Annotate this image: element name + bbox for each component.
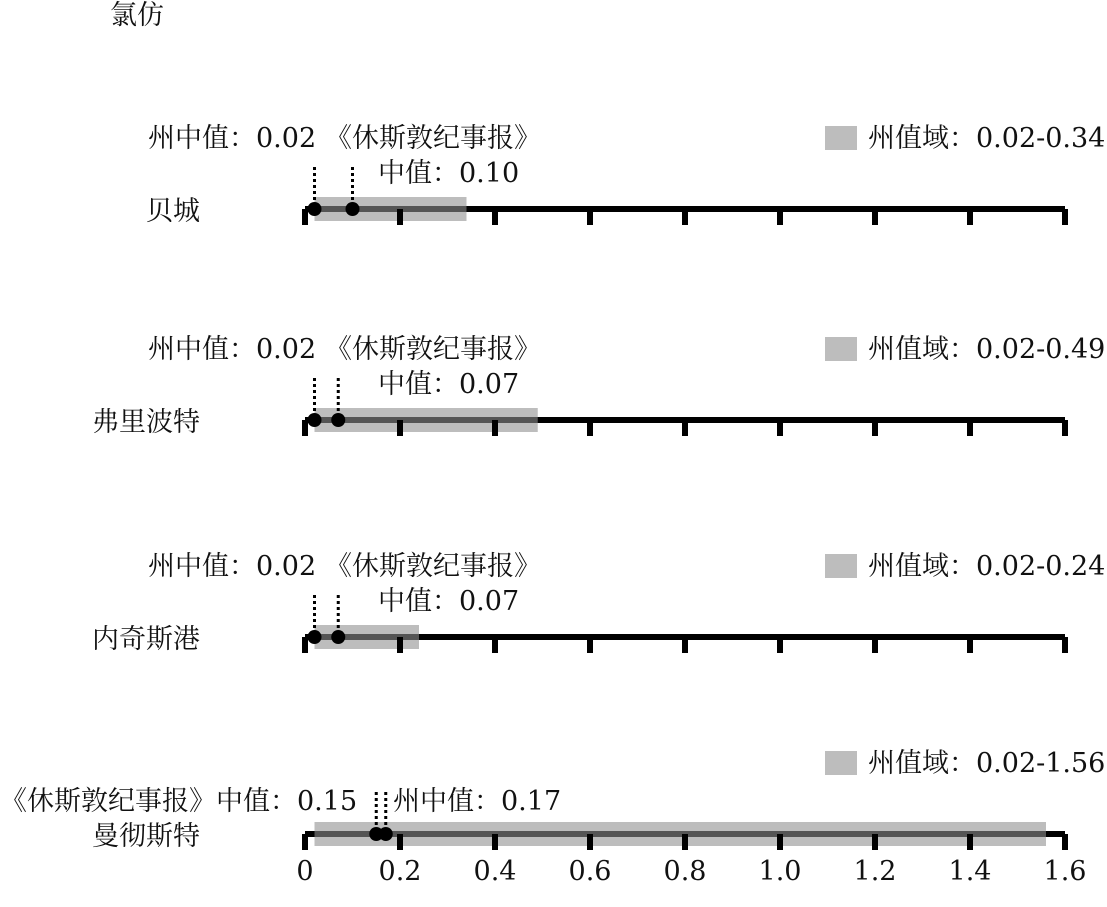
x-tick-label: 0.6	[568, 856, 612, 887]
state-median-dot	[308, 630, 322, 644]
chart-row	[146, 123, 1105, 227]
range-label: 州值域：0.02-0.49	[868, 334, 1106, 365]
range-legend-swatch	[825, 126, 857, 150]
chronicle-median-dot	[346, 202, 360, 216]
state-median-label: 州中值：0.02	[148, 334, 317, 365]
chart-row	[92, 334, 1105, 438]
chronicle-label: 《休斯敦纪事报》	[325, 551, 541, 582]
state-median-label: 州中值：0.17	[393, 786, 562, 817]
chronicle-label: 《休斯敦纪事报》	[325, 123, 541, 154]
chronicle-median-label: 《休斯敦纪事报》中值：0.15	[0, 786, 358, 817]
chart-rows	[0, 123, 1105, 852]
range-legend-swatch	[825, 337, 857, 361]
x-tick-label: 1.2	[853, 856, 897, 887]
state-median-label: 州中值：0.02	[148, 123, 317, 154]
x-tick-labels	[296, 856, 1086, 887]
x-tick-label: 1.4	[948, 856, 992, 887]
chart-title: 氯仿	[110, 0, 164, 31]
state-median-dot	[308, 202, 322, 216]
city-label: 贝城	[146, 196, 200, 227]
range-label: 州值域：0.02-1.56	[868, 748, 1106, 779]
chart-row	[92, 551, 1105, 655]
chronicle-median-dot	[331, 413, 345, 427]
x-tick-label: 0.8	[663, 856, 707, 887]
x-tick-label: 0	[296, 856, 314, 887]
chronicle-median-dot	[331, 630, 345, 644]
chronicle-median-label: 中值：0.07	[378, 369, 520, 400]
city-label: 曼彻斯特	[92, 821, 200, 852]
state-median-dot	[308, 413, 322, 427]
chronicle-median-dot	[369, 827, 383, 841]
city-label: 内奇斯港	[92, 624, 200, 655]
range-legend-swatch	[825, 554, 857, 578]
state-median-label: 州中值：0.02	[148, 551, 317, 582]
range-label: 州值域：0.02-0.34	[868, 123, 1106, 154]
chronicle-label: 《休斯敦纪事报》	[325, 334, 541, 365]
range-legend-swatch	[825, 751, 857, 775]
x-tick-label: 0.2	[378, 856, 422, 887]
chart-row	[0, 748, 1105, 852]
city-label: 弗里波特	[92, 407, 200, 438]
range-label: 州值域：0.02-0.24	[868, 551, 1106, 582]
x-tick-label: 1.6	[1043, 856, 1087, 887]
chronicle-median-label: 中值：0.10	[378, 158, 520, 189]
x-tick-label: 0.4	[473, 856, 517, 887]
chronicle-median-label: 中值：0.07	[378, 586, 520, 617]
x-tick-label: 1.0	[758, 856, 802, 887]
